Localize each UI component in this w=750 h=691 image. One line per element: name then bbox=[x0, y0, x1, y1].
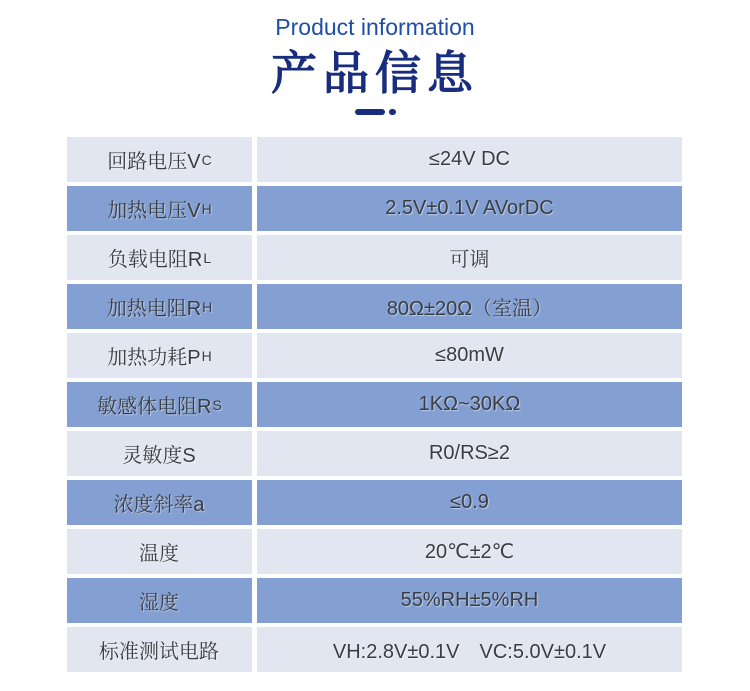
spec-value-cell: VH:2.8V±0.1V VC:5.0V±0.1V bbox=[257, 627, 682, 672]
spec-label-subscript: C bbox=[201, 151, 212, 168]
spec-label-text: 浓度斜率a bbox=[113, 494, 205, 517]
spec-label-cell bbox=[67, 627, 252, 672]
spec-label-cell bbox=[67, 529, 252, 574]
spec-label-cell bbox=[67, 137, 252, 182]
spec-table-row bbox=[67, 529, 682, 574]
ornament-dot-icon bbox=[389, 109, 396, 115]
spec-label-cell bbox=[67, 333, 252, 378]
spec-value-cell: 20℃±2℃ bbox=[257, 529, 682, 574]
spec-label-text: 加热功耗P bbox=[107, 347, 201, 370]
page-title: 产品信息 bbox=[271, 46, 479, 99]
spec-label-text: 敏感体电阻R bbox=[97, 396, 212, 419]
spec-value-cell: R0/RS≥2 bbox=[257, 431, 682, 476]
spec-label-cell bbox=[67, 382, 252, 427]
spec-value-cell: ≤80mW bbox=[257, 333, 682, 378]
spec-label-cell bbox=[67, 431, 252, 476]
spec-label-subscript: S bbox=[212, 396, 222, 413]
spec-value-cell: 55%RH±5%RH bbox=[257, 578, 682, 623]
spec-table-row bbox=[67, 333, 682, 378]
spec-value-cell: 80Ω±20Ω（室温） bbox=[257, 284, 682, 329]
spec-value-cell: 1KΩ~30KΩ bbox=[257, 382, 682, 427]
spec-table-row bbox=[67, 480, 682, 525]
spec-label-subscript: H bbox=[201, 200, 212, 217]
spec-label-text: 灵敏度S bbox=[122, 445, 196, 468]
spec-table-row bbox=[67, 431, 682, 476]
spec-label-text: 湿度 bbox=[139, 592, 179, 615]
spec-table-row bbox=[67, 137, 682, 182]
spec-label-subscript: H bbox=[202, 298, 213, 315]
spec-label-subscript: H bbox=[201, 347, 212, 364]
spec-table-row bbox=[67, 284, 682, 329]
spec-value-cell: 2.5V±0.1V AVorDC bbox=[257, 186, 682, 231]
title-underline-ornament bbox=[0, 108, 750, 115]
spec-value-cell: 可调 bbox=[257, 235, 682, 280]
spec-label-cell bbox=[67, 186, 252, 231]
spec-table-row bbox=[67, 382, 682, 427]
product-spec-table bbox=[67, 137, 682, 672]
spec-label-text: 温度 bbox=[139, 543, 179, 566]
spec-table-row bbox=[67, 186, 682, 231]
spec-label-text: 标准测试电路 bbox=[99, 641, 219, 664]
ornament-dash-icon bbox=[355, 109, 385, 115]
spec-label-cell bbox=[67, 284, 252, 329]
spec-label-cell bbox=[67, 235, 252, 280]
spec-label-text: 回路电压V bbox=[107, 151, 201, 174]
spec-table-row bbox=[67, 578, 682, 623]
spec-label-text: 负载电阻R bbox=[107, 249, 203, 272]
spec-value-cell: ≤0.9 bbox=[257, 480, 682, 525]
product-information-page bbox=[0, 14, 750, 691]
spec-value-cell: ≤24V DC bbox=[257, 137, 682, 182]
spec-label-cell bbox=[67, 480, 252, 525]
product-information-subtitle: Product information bbox=[275, 14, 475, 40]
spec-label-text: 加热电阻R bbox=[106, 298, 202, 321]
spec-label-subscript: L bbox=[203, 249, 212, 266]
spec-label-cell bbox=[67, 578, 252, 623]
spec-table-row bbox=[67, 235, 682, 280]
spec-table-row bbox=[67, 627, 682, 672]
spec-label-text: 加热电压V bbox=[107, 200, 201, 223]
